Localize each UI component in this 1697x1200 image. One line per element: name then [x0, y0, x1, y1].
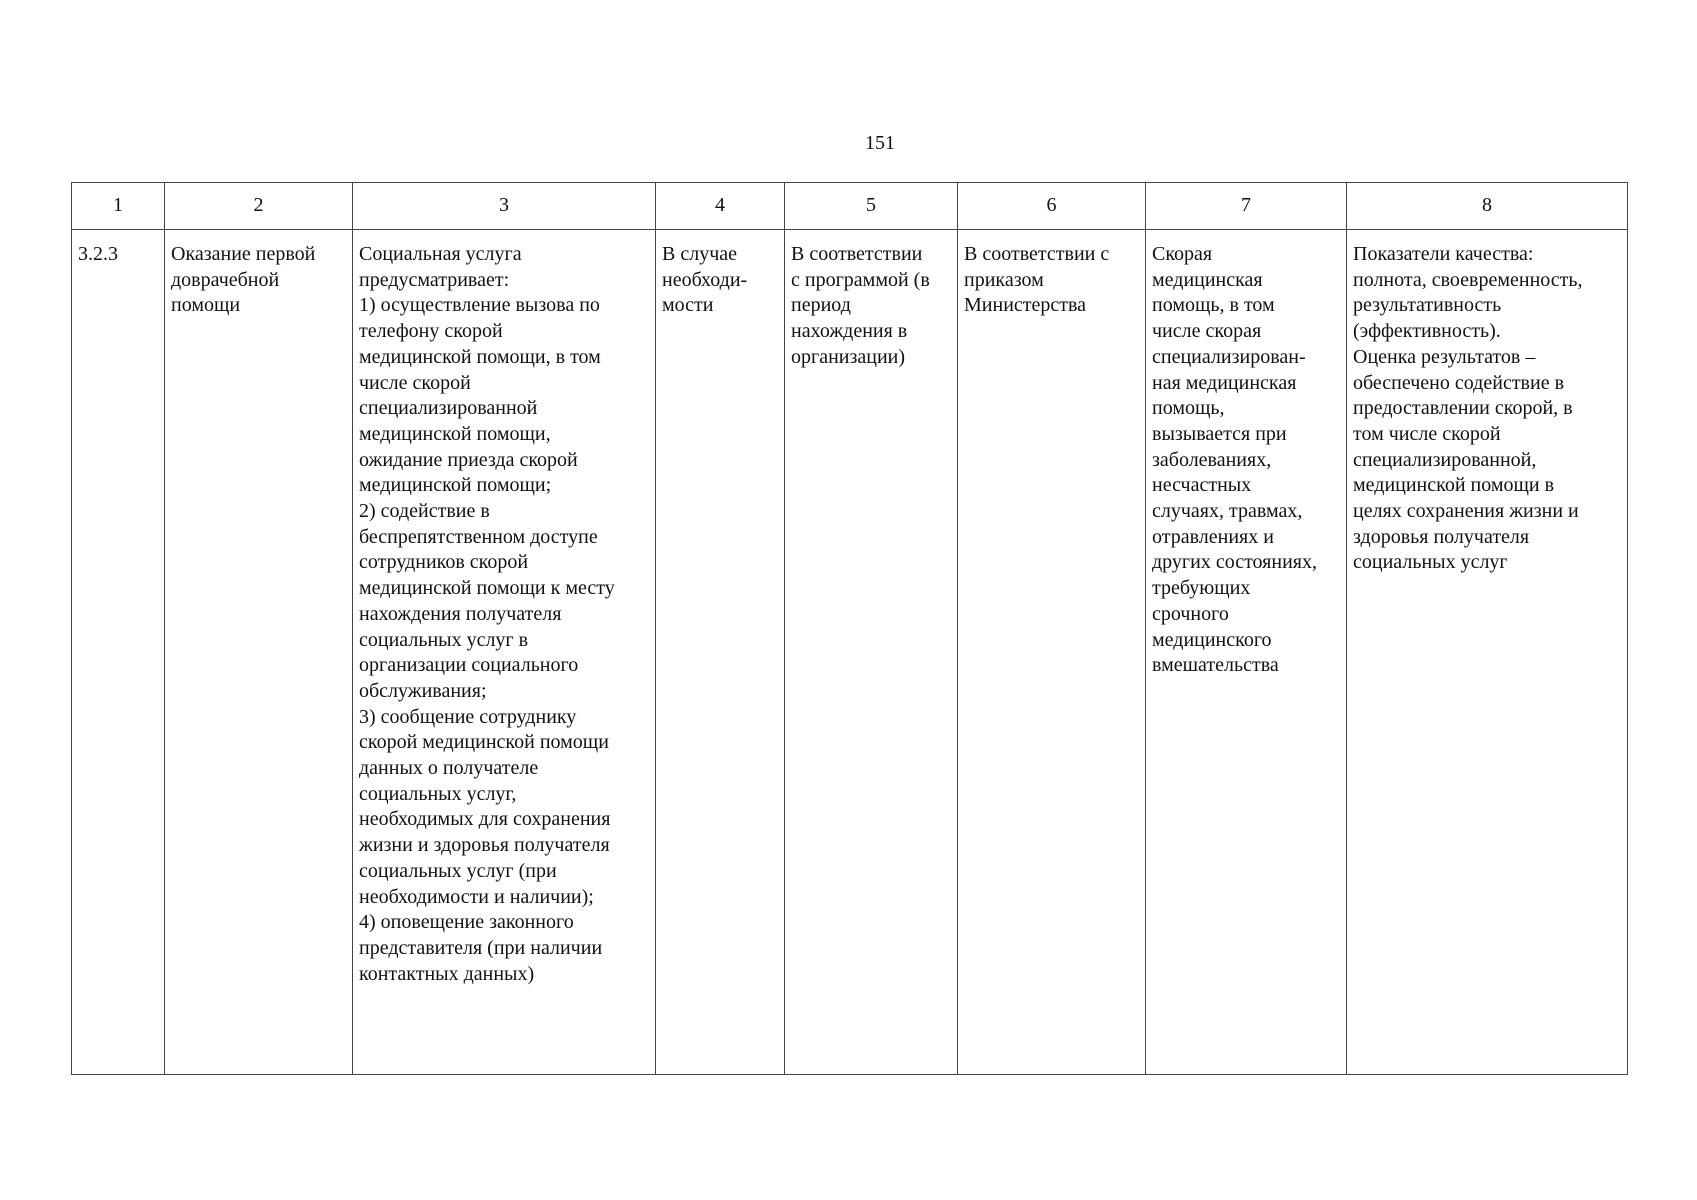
- column-header-8: 8: [1347, 183, 1628, 230]
- column-header-5: 5: [785, 183, 958, 230]
- conditions-text: Скорая медицинская помощь, в том числе скорая специализирован- ная медицинская помощь, вызывается при заболеваниях, несчастных случаях, травмах, отравлениях и других состояниях, требующих срочного медицинского вмешательства: [1152, 243, 1317, 677]
- frequency-text: В случае необходи- мости: [662, 243, 748, 317]
- services-table: [71, 182, 1628, 1075]
- column-header-3: 3: [353, 183, 656, 230]
- standard-text: В соответствии с приказом Министерства: [964, 243, 1110, 317]
- cell-service-description: [353, 230, 656, 1075]
- column-header-1: 1: [72, 183, 165, 230]
- header-row: [72, 183, 1628, 230]
- column-header-4: 4: [656, 183, 785, 230]
- cell-frequency: [656, 230, 785, 1075]
- table-row: [72, 230, 1628, 1075]
- cell-standard: [958, 230, 1146, 1075]
- cell-item-number: [72, 230, 165, 1075]
- service-name-text: Оказание первой доврачебной помощи: [171, 243, 316, 317]
- column-header-2: 2: [165, 183, 353, 230]
- quality-indicators-text: Показатели качества: полнота, своевременность, результативность (эффективность). Оценка результатов – обеспечено содействие в предоставлении скорой, в том числе скорой специализированной, медицинской помощи в целях сохранения жизни и здоровья получателя социальных услуг: [1353, 243, 1583, 574]
- cell-quality-indicators: [1347, 230, 1628, 1075]
- column-header-6: 6: [958, 183, 1146, 230]
- period-text: В соответствии с программой (в период нахождения в организации): [791, 243, 930, 368]
- cell-period: [785, 230, 958, 1075]
- service-description-text: Социальная услуга предусматривает: 1) осуществление вызова по телефону скорой медицинской помощи, в том числе скорой специализированной медицинской помощи, ожидание приезда скорой медицинской помощи; 2) содействие в беспрепятственном доступе сотрудников скорой медицинской помощи к месту нахождения получателя социальных услуг в организации социального обслуживания; 3) сообщение сотруднику скорой медицинской помощи данных о получателе социальных услуг, необходимых для сохранения жизни и здоровья получателя социальных услуг (при необходимости и наличии); 4) оповещение законного представителя (при наличии контактных данных): [359, 243, 615, 985]
- column-header-7: 7: [1146, 183, 1347, 230]
- cell-service-name: [165, 230, 353, 1075]
- page-number: 151: [865, 132, 895, 154]
- cell-conditions: [1146, 230, 1347, 1075]
- item-number-text: 3.2.3: [78, 243, 118, 265]
